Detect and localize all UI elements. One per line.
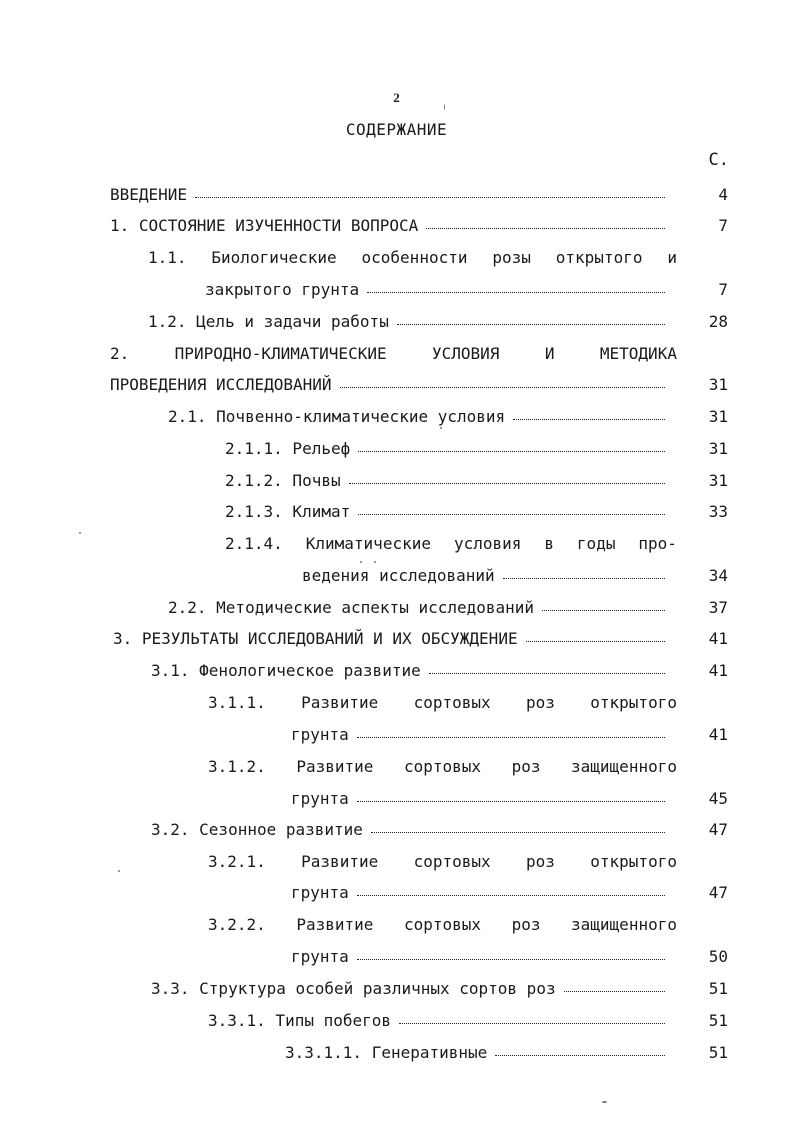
- toc-entry-title: [110, 339, 677, 369]
- toc-word: 3.2.1.: [208, 852, 266, 871]
- toc-word: УСЛОВИЯ: [432, 344, 500, 363]
- dot-leader: [371, 832, 665, 833]
- toc-entry: [208, 1006, 671, 1036]
- toc-word: открытого: [555, 248, 643, 267]
- toc-entry-line1: [208, 752, 677, 782]
- toc-entry-page: 7: [718, 280, 728, 299]
- toc-word: в: [544, 534, 554, 553]
- dot-leader: [357, 737, 665, 738]
- dot-leader: [526, 641, 665, 642]
- page-column-header: С.: [708, 150, 729, 170]
- toc-word: сортовых: [413, 852, 491, 871]
- toc-word: 1.1.: [148, 248, 187, 267]
- toc-entry-line1: [208, 688, 677, 718]
- toc-entry-title: [208, 847, 677, 877]
- toc-word: МЕТОДИКА: [599, 344, 677, 363]
- toc-entry-line1: [225, 529, 677, 559]
- toc-entry-page: 31: [708, 439, 728, 458]
- toc-word: Климатические: [305, 534, 431, 553]
- scan-speck: [118, 870, 120, 872]
- dot-leader: [503, 578, 665, 579]
- dot-leader: [429, 673, 665, 674]
- toc-word: Развитие: [296, 915, 374, 934]
- dot-leader: [349, 483, 665, 484]
- toc-word: 3.1.1.: [208, 693, 266, 712]
- toc-entry: [168, 402, 671, 432]
- toc-entry-line1: [110, 339, 677, 369]
- scan-speck: [360, 561, 362, 563]
- toc-entry: [291, 942, 671, 972]
- toc-entry: [302, 561, 671, 591]
- toc-word: открытого: [590, 693, 677, 712]
- toc-entry-title: 1. СОСТОЯНИЕ ИЗУЧЕННОСТИ ВОПРОСА: [110, 216, 419, 235]
- toc-entry-title: 2.1.1. Рельеф: [225, 439, 351, 458]
- toc-entry-page: 50: [708, 947, 728, 966]
- toc-entry-page: 31: [708, 407, 728, 426]
- toc-entry-title: [148, 243, 677, 273]
- toc-word: и: [667, 248, 677, 267]
- toc-entry-page: 51: [708, 979, 728, 998]
- toc-word: 2.: [110, 344, 130, 363]
- toc-entry: [110, 180, 671, 210]
- toc-entry-title-cont: грунта: [291, 947, 349, 966]
- scan-speck: [440, 427, 442, 429]
- dot-leader: [513, 419, 665, 420]
- toc-entry-title-cont: ведения исследований: [302, 566, 495, 585]
- toc-entry: [113, 624, 671, 654]
- dot-leader: [397, 324, 665, 325]
- toc-entry: [225, 466, 671, 496]
- toc-entry-title: 2.1.2. Почвы: [225, 471, 341, 490]
- toc-entry-page: 41: [708, 725, 728, 744]
- toc-entry-title-cont: грунта: [291, 883, 349, 902]
- dot-leader: [399, 1023, 665, 1024]
- toc-entry-page: 7: [718, 216, 728, 235]
- dot-leader: [367, 292, 665, 293]
- toc-entry-title: 3.2. Сезонное развитие: [151, 820, 363, 839]
- toc-word: розы: [492, 248, 531, 267]
- toc-word: открытого: [590, 852, 677, 871]
- toc-entry-page: 47: [708, 820, 728, 839]
- toc-entry-title: [208, 752, 677, 782]
- dot-leader: [195, 197, 665, 198]
- toc-entry-page: 37: [708, 598, 728, 617]
- toc-word: про-: [638, 534, 677, 553]
- dot-leader: [357, 801, 665, 802]
- toc-entry-title: [225, 529, 677, 559]
- toc-entry: [110, 211, 671, 241]
- toc-word: Развитие: [296, 757, 374, 776]
- toc-entry-page: 34: [708, 566, 728, 585]
- toc-word: роз: [526, 852, 555, 871]
- toc-entry: [151, 815, 671, 845]
- toc-entry-line1: [208, 910, 677, 940]
- toc-entry-title-cont: ПРОВЕДЕНИЯ ИССЛЕДОВАНИЙ: [110, 375, 332, 394]
- toc-entry: [151, 656, 671, 686]
- toc-entry-page: 51: [708, 1043, 728, 1062]
- toc-entry-title: 3.3.1.1. Генеративные: [285, 1043, 488, 1062]
- toc-word: 2.1.4.: [225, 534, 283, 553]
- toc-entry-title: 3.3.1. Типы побегов: [208, 1011, 392, 1030]
- toc-entry-title: 3.3. Структура особей различных сортов роз: [151, 979, 556, 998]
- toc-entry-title-cont: грунта: [291, 725, 349, 744]
- toc-entry: [291, 784, 671, 814]
- toc-entry-title: 3. РЕЗУЛЬТАТЫ ИССЛЕДОВАНИЙ И ИХ ОБСУЖДЕНИЕ: [113, 629, 518, 648]
- toc-word: ПРИРОДНО-КЛИМАТИЧЕСКИЕ: [174, 344, 387, 363]
- scan-speck: [444, 104, 445, 110]
- dot-leader: [426, 228, 665, 229]
- toc-entry: [285, 1038, 671, 1068]
- toc-entry-line1: [208, 847, 677, 877]
- toc-entry: [205, 275, 671, 305]
- dot-leader: [564, 991, 665, 992]
- dot-leader: [340, 387, 665, 388]
- toc-entry-title: [208, 910, 677, 940]
- toc-word: Развитие: [301, 852, 379, 871]
- toc-word: 3.1.2.: [208, 757, 266, 776]
- toc-entry-title-cont: закрытого грунта: [205, 280, 360, 299]
- toc-entry-page: 47: [708, 883, 728, 902]
- scan-speck: [79, 532, 81, 534]
- toc-word: защищенного: [571, 915, 677, 934]
- toc-entry: [168, 593, 671, 623]
- toc-entry-page: 45: [708, 789, 728, 808]
- toc-word: роз: [526, 693, 555, 712]
- toc-entry-title: 1.2. Цель и задачи работы: [148, 312, 389, 331]
- toc-entry: [151, 974, 671, 1004]
- toc-entry-title: 3.1. Фенологическое развитие: [151, 661, 421, 680]
- page-title: СОДЕРЖАНИЕ: [345, 120, 448, 139]
- toc-entry-page: 41: [708, 661, 728, 680]
- toc-entry: [225, 497, 671, 527]
- dot-leader: [495, 1055, 665, 1056]
- toc-word: Развитие: [301, 693, 379, 712]
- scan-speck: [374, 561, 376, 563]
- toc-entry: [291, 720, 671, 750]
- toc-entry: [148, 307, 671, 337]
- toc-word: годы: [576, 534, 616, 553]
- toc-entry: [225, 434, 671, 464]
- toc-entry: [291, 878, 671, 908]
- toc-entry-page: 33: [708, 502, 728, 521]
- scan-speck: [602, 1101, 607, 1103]
- toc-word: сортовых: [403, 757, 482, 776]
- toc-entry-title: 2.1.3. Климат: [225, 502, 351, 521]
- toc-entry-page: 4: [718, 185, 728, 204]
- dot-leader: [357, 959, 665, 960]
- toc-entry-page: 31: [708, 471, 728, 490]
- toc-word: 3.2.2.: [208, 915, 266, 934]
- dot-leader: [357, 895, 665, 896]
- toc-word: роз: [511, 915, 541, 934]
- toc-entry-title: 2.2. Методические аспекты исследований: [168, 598, 535, 617]
- toc-entry-title: 2.1. Почвенно-климатические условия: [168, 407, 506, 426]
- toc-word: сортовых: [403, 915, 482, 934]
- toc-entry-page: 41: [708, 629, 728, 648]
- toc-word: условия: [453, 534, 522, 553]
- toc-entry-line1: [148, 243, 677, 273]
- toc-word: защищенного: [571, 757, 677, 776]
- toc-entry-page: 51: [708, 1011, 728, 1030]
- dot-leader: [358, 514, 665, 515]
- toc-entry-title: [208, 688, 677, 718]
- toc-word: Биологические: [211, 248, 337, 267]
- dot-leader: [542, 610, 665, 611]
- toc-word: И: [544, 344, 555, 363]
- toc-entry-page: 31: [708, 375, 728, 394]
- toc-entry-title: ВВЕДЕНИЕ: [110, 185, 188, 204]
- dot-leader: [358, 451, 665, 452]
- page-number: 2: [393, 90, 400, 105]
- toc-entry-page: 28: [708, 312, 728, 331]
- toc-word: роз: [511, 757, 541, 776]
- toc-entry-title-cont: грунта: [291, 789, 349, 808]
- toc-word: особенности: [361, 248, 468, 267]
- toc-entry: [110, 370, 671, 400]
- toc-word: сортовых: [413, 693, 491, 712]
